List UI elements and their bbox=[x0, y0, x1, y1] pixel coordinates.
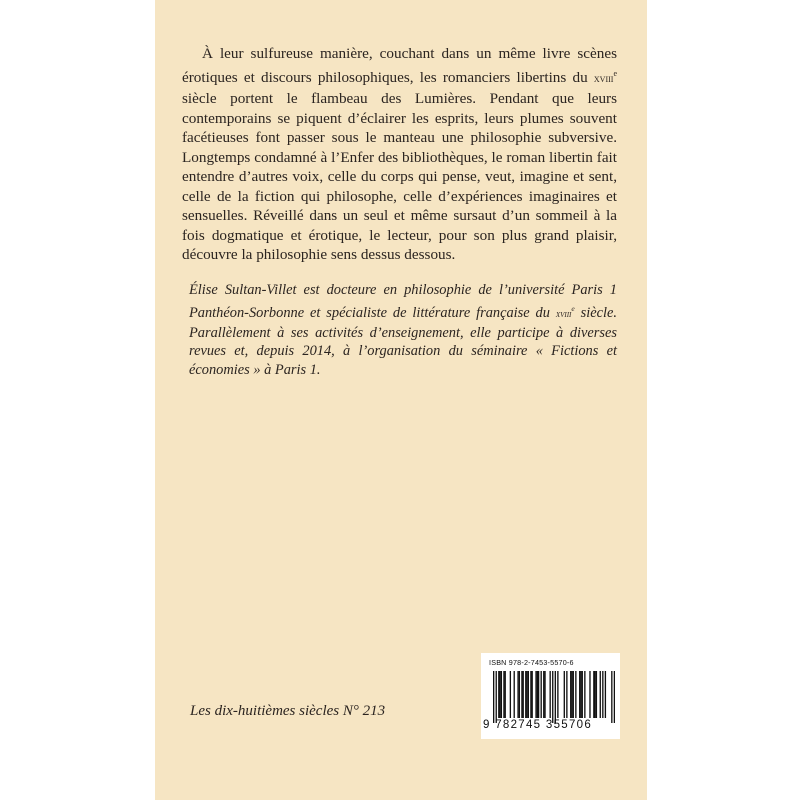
barcode-bar bbox=[582, 671, 583, 718]
barcode-bar bbox=[584, 671, 585, 718]
barcode-bar bbox=[493, 671, 494, 723]
blurb-text-2: siècle portent le flambeau des Lumières. Pendant que leurs contemporains se piquent d’éclairer les esprits, leurs plumes souvent facétieuses font passer sous le manteau une philosophie subversive. Longtemps condamné à l’Enfer des bibliothèques, le roman libertin fait entendre d’autres voix, celle du corps qui pense, veut, imagine et sent, celle de la fiction qui philosophe, celle d’expériences imaginaires et sensuelles. Réveillé dans un seul et même sursaut d’un sommeil à la fois dogmatique et érotique, le lecteur, pour son plus grand plaisir, découvre la philosophie sens dessus dessous. bbox=[182, 90, 617, 264]
barcode-bar bbox=[523, 671, 524, 718]
barcode-bar bbox=[552, 671, 553, 723]
isbn-text: ISBN 978-2-7453-5570-6 bbox=[489, 658, 574, 667]
barcode-bar bbox=[570, 671, 571, 718]
blurb-century-suffix: e bbox=[613, 68, 617, 78]
barcode-bar bbox=[498, 671, 499, 718]
barcode-bar bbox=[530, 671, 531, 718]
barcode-bar bbox=[544, 671, 545, 718]
barcode-bar bbox=[557, 671, 558, 718]
author-bio bbox=[189, 281, 617, 379]
barcode-bar bbox=[571, 671, 572, 718]
barcode-bar bbox=[517, 671, 518, 718]
bio-century: xviii bbox=[555, 308, 572, 320]
barcode-bar bbox=[573, 671, 574, 718]
barcode-bar bbox=[501, 671, 502, 718]
blurb-paragraph bbox=[182, 44, 617, 265]
barcode-bar bbox=[602, 671, 603, 718]
barcode-bar bbox=[600, 671, 601, 718]
barcode-bar bbox=[519, 671, 520, 718]
barcode-bar bbox=[535, 671, 536, 718]
bio-century-suffix: e bbox=[571, 303, 575, 313]
barcode-bar bbox=[538, 671, 539, 718]
barcode-bar bbox=[528, 671, 529, 718]
barcode-bar bbox=[594, 671, 595, 718]
barcode-bars bbox=[493, 671, 615, 723]
barcode-bar bbox=[614, 671, 615, 723]
bio-text-2: siècle. Parallèlement à ses activités d’enseignement, elle participe à diverses revues et, depuis 2014, à l’organisation du séminaire « Fictions et économies » à Paris 1. bbox=[189, 304, 617, 378]
blurb-text-1: À leur sulfureuse manière, couchant dans un même livre scènes érotiques et discours philosophiques, les romanciers libertins du bbox=[182, 45, 617, 86]
barcode-bar bbox=[579, 671, 580, 718]
barcode-bar bbox=[543, 671, 544, 718]
barcode-bar bbox=[510, 671, 511, 718]
barcode-bar bbox=[605, 671, 606, 718]
series-label: Les dix-huitièmes siècles N° 213 bbox=[190, 703, 386, 719]
ean-right-group: 355706 bbox=[545, 719, 593, 731]
barcode-bar bbox=[564, 671, 565, 718]
bio-text-1: Élise Sultan-Villet est docteure en philosophie de l’université Paris 1 Panthéon-Sorbonne et spécialiste de littérature française du bbox=[189, 282, 617, 321]
barcode-bar bbox=[541, 671, 542, 718]
barcode-block bbox=[481, 653, 620, 739]
ean-digits bbox=[483, 719, 617, 731]
barcode-bar bbox=[525, 671, 526, 718]
barcode-bar bbox=[580, 671, 581, 718]
barcode-bar bbox=[611, 671, 612, 723]
barcode-bar bbox=[575, 671, 576, 718]
ean-first-digit: 9 bbox=[483, 719, 491, 731]
barcode-bar bbox=[589, 671, 590, 718]
barcode-bar bbox=[505, 671, 506, 718]
barcode-bar bbox=[499, 671, 500, 718]
ean-left-group: 782745 bbox=[495, 719, 542, 731]
barcode-bar bbox=[550, 671, 551, 718]
blurb-century: xviii bbox=[593, 72, 614, 85]
barcode-bar bbox=[521, 671, 522, 718]
barcode-bar bbox=[503, 671, 504, 718]
barcode-bar bbox=[532, 671, 533, 718]
barcode-bar bbox=[496, 671, 497, 723]
barcode-bar bbox=[596, 671, 597, 718]
barcode-bar bbox=[555, 671, 556, 723]
barcode-bar bbox=[566, 671, 567, 718]
barcode-bar bbox=[537, 671, 538, 718]
barcode-bar bbox=[526, 671, 527, 718]
barcode-bar bbox=[514, 671, 515, 718]
barcode-bar bbox=[593, 671, 594, 718]
